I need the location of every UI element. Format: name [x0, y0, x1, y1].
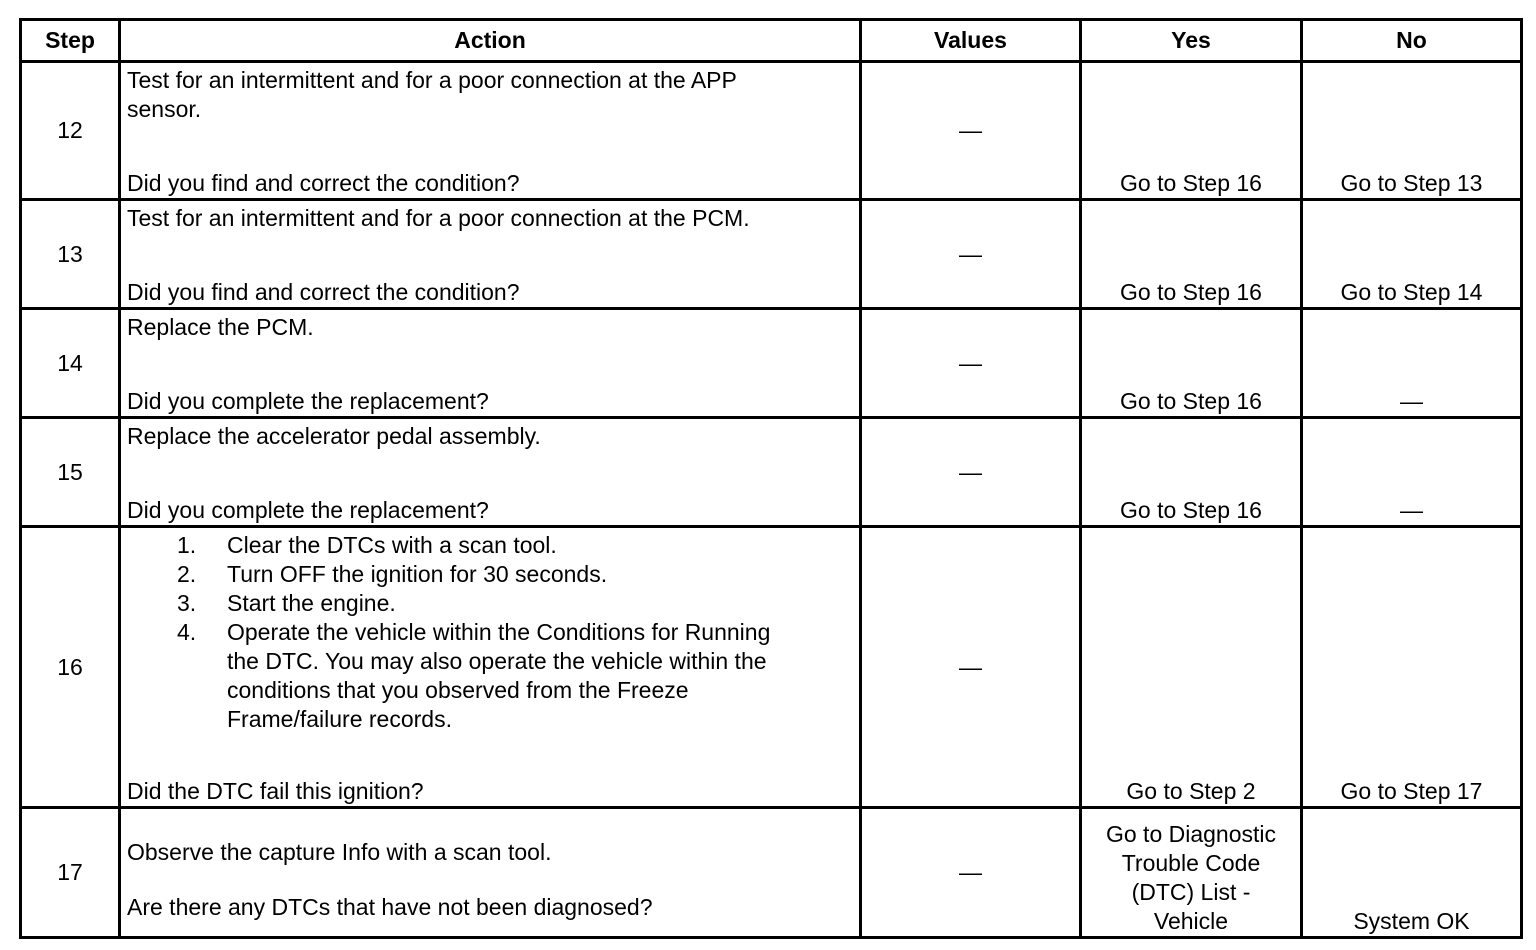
no-cell — [1302, 200, 1522, 309]
action-question: Did you find and correct the condition? — [127, 279, 520, 305]
no-result: — — [1400, 388, 1423, 414]
no-cell — [1302, 62, 1522, 200]
table-row — [21, 200, 1522, 309]
header-values: Values — [861, 20, 1081, 62]
action-text: Observe the capture Info with a scan tool. — [127, 839, 552, 865]
no-cell — [1302, 527, 1522, 808]
list-number: 1. — [177, 532, 197, 558]
no-cell — [1302, 808, 1522, 938]
step-number: 17 — [21, 808, 120, 938]
yes-result: Go to Step 2 — [1126, 778, 1256, 804]
action-cell — [120, 527, 861, 808]
list-text: Turn OFF the ignition for 30 seconds. — [227, 561, 608, 587]
yes-result-line: Trouble Code — [1121, 850, 1261, 876]
yes-result-line: Go to Diagnostic — [1105, 821, 1277, 847]
action-cell — [120, 62, 861, 200]
action-question: Are there any DTCs that have not been diagnosed? — [127, 894, 653, 920]
action-cell — [120, 200, 861, 309]
list-item — [127, 560, 853, 589]
step-number: 14 — [21, 309, 120, 418]
list-text: Operate the vehicle within the Conditions for Running — [227, 619, 771, 645]
yes-cell — [1081, 527, 1302, 808]
list-text: the DTC. You may also operate the vehicle within the — [227, 648, 767, 674]
action-cell — [120, 309, 861, 418]
action-text: Replace the PCM. — [127, 314, 314, 340]
values-cell: — — [861, 309, 1081, 418]
table-row — [21, 62, 1522, 200]
header-row — [21, 20, 1522, 62]
yes-cell — [1081, 62, 1302, 200]
yes-cell — [1081, 808, 1302, 938]
list-item — [127, 618, 853, 734]
table-row — [21, 309, 1522, 418]
yes-result: Go to Step 16 — [1120, 497, 1262, 523]
yes-cell — [1081, 418, 1302, 527]
action-text: Test for an intermittent and for a poor connection at the PCM. — [127, 205, 750, 231]
list-text: conditions that you observed from the Freeze — [227, 677, 689, 703]
yes-result-line: (DTC) List - — [1131, 879, 1251, 905]
action-cell — [120, 418, 861, 527]
no-result: Go to Step 13 — [1340, 170, 1483, 196]
yes-result: Go to Step 16 — [1120, 279, 1262, 305]
action-question: Did you find and correct the condition? — [127, 170, 520, 196]
step-number: 16 — [21, 527, 120, 808]
header-action: Action — [120, 20, 861, 62]
list-item — [127, 531, 853, 560]
list-text: Frame/failure records. — [227, 706, 452, 732]
no-result: — — [1400, 497, 1423, 523]
list-item — [127, 589, 853, 618]
list-number: 4. — [177, 619, 197, 645]
procedure-list — [127, 531, 853, 734]
header-no: No — [1302, 20, 1522, 62]
step-number: 15 — [21, 418, 120, 527]
action-text: sensor. — [127, 96, 202, 122]
values-cell: — — [861, 62, 1081, 200]
no-result: Go to Step 17 — [1340, 778, 1483, 804]
no-result: System OK — [1353, 908, 1470, 934]
header-step: Step — [21, 20, 120, 62]
action-text: Test for an intermittent and for a poor connection at the APP — [127, 67, 737, 93]
list-number: 2. — [177, 561, 197, 587]
diagnostic-table — [19, 18, 1523, 939]
action-question: Did you complete the replacement? — [127, 497, 489, 523]
yes-cell — [1081, 309, 1302, 418]
yes-result — [1082, 820, 1300, 936]
action-cell — [120, 808, 861, 938]
no-cell — [1302, 418, 1522, 527]
list-text: Start the engine. — [227, 590, 396, 616]
list-text: Clear the DTCs with a scan tool. — [227, 532, 557, 558]
action-text: Replace the accelerator pedal assembly. — [127, 423, 541, 449]
no-result: Go to Step 14 — [1340, 279, 1483, 305]
values-cell: — — [861, 808, 1081, 938]
table-row — [21, 808, 1522, 938]
step-number: 13 — [21, 200, 120, 309]
list-number: 3. — [177, 590, 197, 616]
yes-cell — [1081, 200, 1302, 309]
values-cell: — — [861, 527, 1081, 808]
step-number: 12 — [21, 62, 120, 200]
values-cell: — — [861, 418, 1081, 527]
values-cell: — — [861, 200, 1081, 309]
table-row — [21, 418, 1522, 527]
header-yes: Yes — [1081, 20, 1302, 62]
table-row — [21, 527, 1522, 808]
yes-result: Go to Step 16 — [1120, 170, 1262, 196]
no-cell — [1302, 309, 1522, 418]
action-question: Did the DTC fail this ignition? — [127, 778, 424, 804]
yes-result: Go to Step 16 — [1120, 388, 1262, 414]
action-question: Did you complete the replacement? — [127, 388, 489, 414]
yes-result-line: Vehicle — [1153, 908, 1229, 934]
